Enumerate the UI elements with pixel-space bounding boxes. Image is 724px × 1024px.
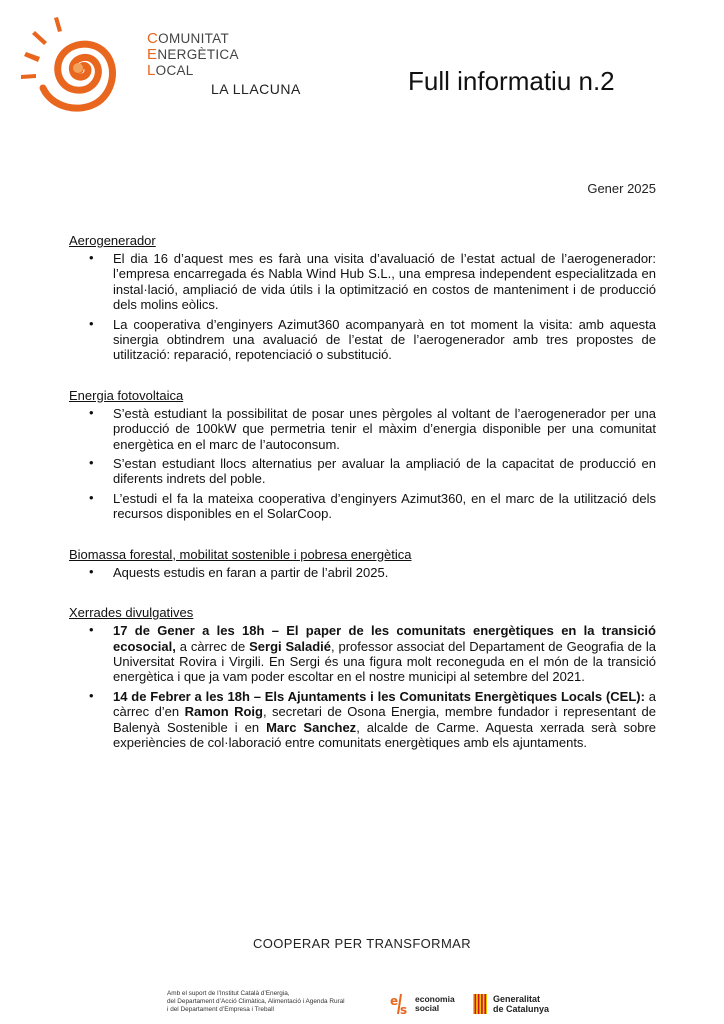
generalitat-label: Generalitat de Catalunya bbox=[493, 994, 550, 1014]
bold-text: Marc Sanchez bbox=[266, 719, 357, 735]
section bbox=[69, 604, 656, 750]
bullet-item bbox=[69, 623, 656, 685]
text-run: La cooperativa d’enginyers Azimut360 acompanyarà en tot moment la visita: amb aquesta sinergia obtindrem una avaluació de l’estat de l’aerogenerador amb tres propostes de utilització: reparació, repotenciació o substitució. bbox=[113, 316, 656, 363]
org-line: COMUNITAT bbox=[147, 30, 230, 47]
text-run: , alcalde de Carme. Aquesta xerrada serà sobre experiències de col·laboració entre comunitats energètiques amb els ajuntaments. bbox=[113, 719, 657, 750]
bullet-icon: • bbox=[89, 250, 94, 265]
funding-logos bbox=[167, 986, 567, 1022]
bullet-icon: • bbox=[89, 687, 94, 703]
bullet-list bbox=[69, 406, 656, 522]
economia-social-label: economia social bbox=[415, 994, 455, 1013]
bullet-icon: • bbox=[89, 489, 94, 505]
text-run: S’estan estudiant llocs alternatius per avaluar la ampliació de la capacitat de producció en diferents indrets del poble. bbox=[113, 456, 656, 487]
bold-text: 14 de Febrer a les 18h – Els Ajuntaments i les Comunitats Energètiques Locals (CEL): bbox=[113, 688, 645, 704]
text-run: Aquests estudis en faran a partir de l’abril 2025. bbox=[113, 564, 389, 580]
generalitat-shield-icon bbox=[473, 994, 487, 1014]
bold-text: 17 de Gener a les 18h – El paper de les comunitats energètiques en la transició ecosocial, bbox=[113, 623, 656, 654]
bullet-item bbox=[69, 689, 656, 751]
bullet-icon: • bbox=[89, 622, 94, 638]
bullet-icon: • bbox=[89, 563, 94, 579]
bullet-list bbox=[69, 565, 656, 580]
section-heading: Xerrades divulgatives bbox=[69, 605, 194, 621]
bold-text: Ramon Roig bbox=[184, 704, 263, 720]
text-run: , professor associat del Departament de Geografia de la Universitat Rovira i Virgili. En Sergi és una figura molt reconeguda en el món de la transició energètica i que ja vam poder escoltar en el nostre municipi al setembre del 2021. bbox=[113, 638, 657, 685]
organization-name bbox=[147, 31, 301, 97]
section-heading: Biomassa forestal, mobilitat sostenible i pobresa energètica bbox=[69, 546, 412, 562]
bullet-item bbox=[69, 456, 656, 487]
section bbox=[69, 232, 656, 363]
bullet-icon: • bbox=[89, 404, 94, 420]
bullet-item bbox=[69, 491, 656, 522]
motto: COOPERAR PER TRANSFORMAR bbox=[252, 936, 472, 951]
bullet-item bbox=[69, 565, 656, 580]
text-run: a càrrec d’en bbox=[113, 688, 657, 720]
bullet-icon: • bbox=[89, 455, 94, 471]
bullet-item bbox=[69, 317, 656, 363]
support-text: Amb el suport de l’Institut Català d’Energia, del Departament d’Acció Climàtica, Alimentació i Agenda Rural i del Departament d’Empresa i Treball bbox=[167, 990, 345, 1013]
economia-social-logo-icon bbox=[389, 992, 411, 1016]
section-heading: Energia fotovoltaica bbox=[69, 387, 184, 403]
section bbox=[69, 387, 656, 522]
bullet-item bbox=[69, 406, 656, 452]
org-line: ENERGÈTICA bbox=[147, 46, 239, 63]
svg-text:e: e bbox=[390, 994, 399, 1008]
text-run: L’estudi el fa la mateixa cooperativa d’enginyers Azimut360, en el marc de la utilització dels recursos disponibles en el SolarCoop. bbox=[113, 490, 656, 522]
text-run: S’està estudiant la possibilitat de posar unes pèrgoles al voltant de l’aerogenerador per una producció de 100kW que permetria tenir el màxim d’energia disponible per una comunitat energètica en el marc de l’autoconsum. bbox=[113, 405, 656, 452]
newsletter-date: Gener 2025 bbox=[587, 181, 656, 196]
newsletter-title: Full informatiu n.2 bbox=[408, 66, 615, 96]
section-heading: Aerogenerador bbox=[69, 233, 156, 248]
section bbox=[69, 546, 656, 580]
text-run: a càrrec de bbox=[175, 638, 250, 654]
bullet-list bbox=[69, 251, 656, 363]
text-run: El dia 16 d’aquest mes es farà una visita d’avaluació de l’estat actual de l’aerogenerador: l’empresa encarregada és Nabla Wind Hub S.L., una empresa independent especialitzada en instal·lació, ampliació de vida útils i la optimització en costos de manteniment i de producció dels molins eòlics. bbox=[113, 251, 656, 313]
bullet-icon: • bbox=[89, 315, 94, 331]
bold-text: Sergi Saladié bbox=[249, 638, 332, 654]
org-place: LA LLACUNA bbox=[211, 81, 301, 97]
svg-text:s: s bbox=[400, 1003, 408, 1016]
newsletter-body bbox=[69, 232, 656, 774]
bullet-list bbox=[69, 623, 656, 750]
sun-spiral-logo bbox=[18, 12, 134, 124]
text-run: , secretari de Osona Energia, membre fundador i representant de Balenyà Sostenible i en bbox=[113, 704, 656, 735]
bullet-item bbox=[69, 251, 656, 313]
org-line: LOCAL bbox=[147, 62, 194, 79]
